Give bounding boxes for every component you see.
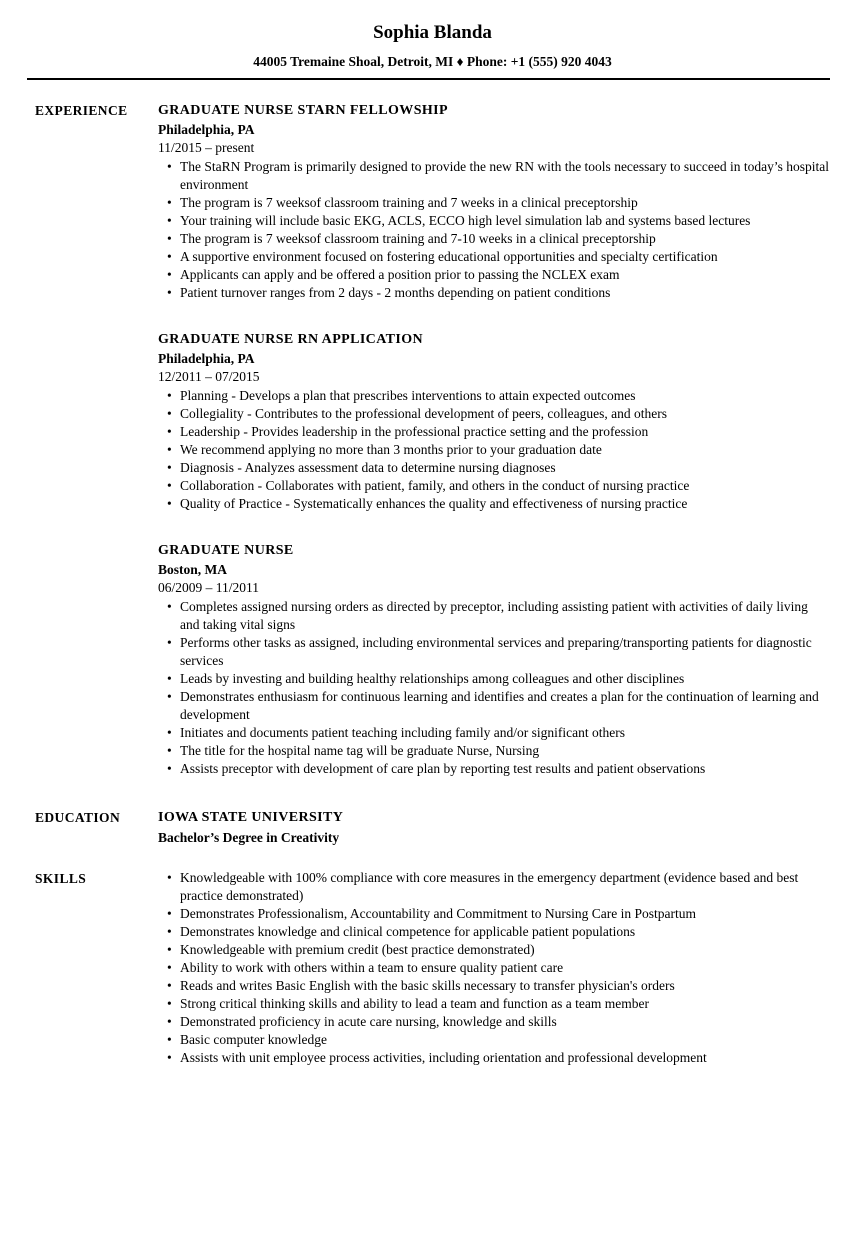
resume-name: Sophia Blanda <box>373 22 492 43</box>
section-experience <box>35 101 830 778</box>
bullet-item: • Demonstrates Professionalism, Accountability and Commitment to Nursing Care in Postpartum <box>180 905 830 923</box>
bullet-item: • Knowledgeable with premium credit (best practice demonstrated) <box>180 941 830 959</box>
skills-content <box>158 869 830 1067</box>
job-title: GRADUATE NURSE STARN FELLOWSHIP <box>158 103 448 118</box>
bullet-item: • Leadership - Provides leadership in the professional practice setting and the profession <box>180 423 830 441</box>
job-entry-2 <box>158 330 830 513</box>
bullet-item: • The program is 7 weeksof classroom training and 7 weeks in a clinical preceptorship <box>180 194 830 212</box>
bullet-item: • Collaboration - Collaborates with patient, family, and others in the conduct of nursing practice <box>180 477 830 495</box>
job-dates: 12/2011 – 07/2015 <box>158 369 260 384</box>
experience-content <box>158 101 830 778</box>
job-bullet-list <box>158 158 830 302</box>
bullet-item: • Assists preceptor with development of care plan by reporting test results and patient observations <box>180 760 830 778</box>
bullet-item: • Demonstrated proficiency in acute care nursing, knowledge and skills <box>180 1013 830 1031</box>
school-name: IOWA STATE UNIVERSITY <box>158 810 344 825</box>
bullet-item: • The StaRN Program is primarily designed to provide the new RN with the tools necessary to succeed in today’s hospital environment <box>180 158 830 194</box>
contact-line: 44005 Tremaine Shoal, Detroit, MI ♦ Phone: +1 (555) 920 4043 <box>253 54 612 69</box>
job-dates: 11/2015 – present <box>158 140 255 155</box>
bullet-item: • Patient turnover ranges from 2 days - 2 months depending on patient conditions <box>180 284 830 302</box>
section-label-skills: SKILLS <box>35 871 87 886</box>
job-entry-1 <box>158 101 830 302</box>
bullet-item: • The title for the hospital name tag will be graduate Nurse, Nursing <box>180 742 830 760</box>
bullet-item: • Your training will include basic EKG, ACLS, ECCO high level simulation lab and systems based lectures <box>180 212 830 230</box>
bullet-item: • Basic computer knowledge <box>180 1031 830 1049</box>
bullet-item: • The program is 7 weeksof classroom training and 7-10 weeks in a clinical preceptorship <box>180 230 830 248</box>
bullet-item: • Assists with unit employee process activities, including orientation and professional development <box>180 1049 830 1067</box>
section-education <box>35 808 830 848</box>
job-location: Philadelphia, PA <box>158 122 255 137</box>
job-location: Philadelphia, PA <box>158 351 255 366</box>
bullet-item: • Collegiality - Contributes to the professional development of peers, colleagues, and others <box>180 405 830 423</box>
bullet-item: • Diagnosis - Analyzes assessment data to determine nursing diagnoses <box>180 459 830 477</box>
education-content <box>158 808 830 848</box>
bullet-item: • Performs other tasks as assigned, including environmental services and preparing/transporting patients for diagnostic services <box>180 634 830 670</box>
resume-header <box>35 20 830 70</box>
bullet-item: • Quality of Practice - Systematically enhances the quality and effectiveness of nursing practice <box>180 495 830 513</box>
section-label-education: EDUCATION <box>35 810 121 825</box>
bullet-item: • Completes assigned nursing orders as directed by preceptor, including assisting patient with activities of daily living and taking vital signs <box>180 598 830 634</box>
job-location: Boston, MA <box>158 562 228 577</box>
section-skills <box>35 869 830 1067</box>
job-bullet-list <box>158 387 830 513</box>
section-label-experience: EXPERIENCE <box>35 103 128 118</box>
bullet-item: • We recommend applying no more than 3 months prior to your graduation date <box>180 441 830 459</box>
job-title: GRADUATE NURSE <box>158 543 294 558</box>
bullet-item: • Initiates and documents patient teaching including family and/or significant others <box>180 724 830 742</box>
job-dates: 06/2009 – 11/2011 <box>158 580 259 595</box>
bullet-item: • Demonstrates knowledge and clinical competence for applicable patient populations <box>180 923 830 941</box>
bullet-item: • Strong critical thinking skills and ability to lead a team and function as a team member <box>180 995 830 1013</box>
job-bullet-list <box>158 598 830 778</box>
bullet-item: • Leads by investing and building healthy relationships among colleagues and other disciplines <box>180 670 830 688</box>
bullet-item: • Planning - Develops a plan that prescribes interventions to attain expected outcomes <box>180 387 830 405</box>
degree-name: Bachelor’s Degree in Creativity <box>158 830 340 845</box>
skills-bullet-list <box>158 869 830 1067</box>
job-title: GRADUATE NURSE RN APPLICATION <box>158 332 424 347</box>
bullet-item: • A supportive environment focused on fostering educational opportunities and specialty certification <box>180 248 830 266</box>
bullet-item: • Ability to work with others within a team to ensure quality patient care <box>180 959 830 977</box>
bullet-item: • Knowledgeable with 100% compliance with core measures in the emergency department (evidence based and best practice demonstrated) <box>180 869 830 905</box>
bullet-item: • Applicants can apply and be offered a position prior to passing the NCLEX exam <box>180 266 830 284</box>
header-divider <box>27 78 830 80</box>
bullet-item: • Reads and writes Basic English with the basic skills necessary to transfer physician's orders <box>180 977 830 995</box>
job-entry-3 <box>158 541 830 778</box>
bullet-item: • Demonstrates enthusiasm for continuous learning and identifies and creates a plan for the continuation of learning and development <box>180 688 830 724</box>
